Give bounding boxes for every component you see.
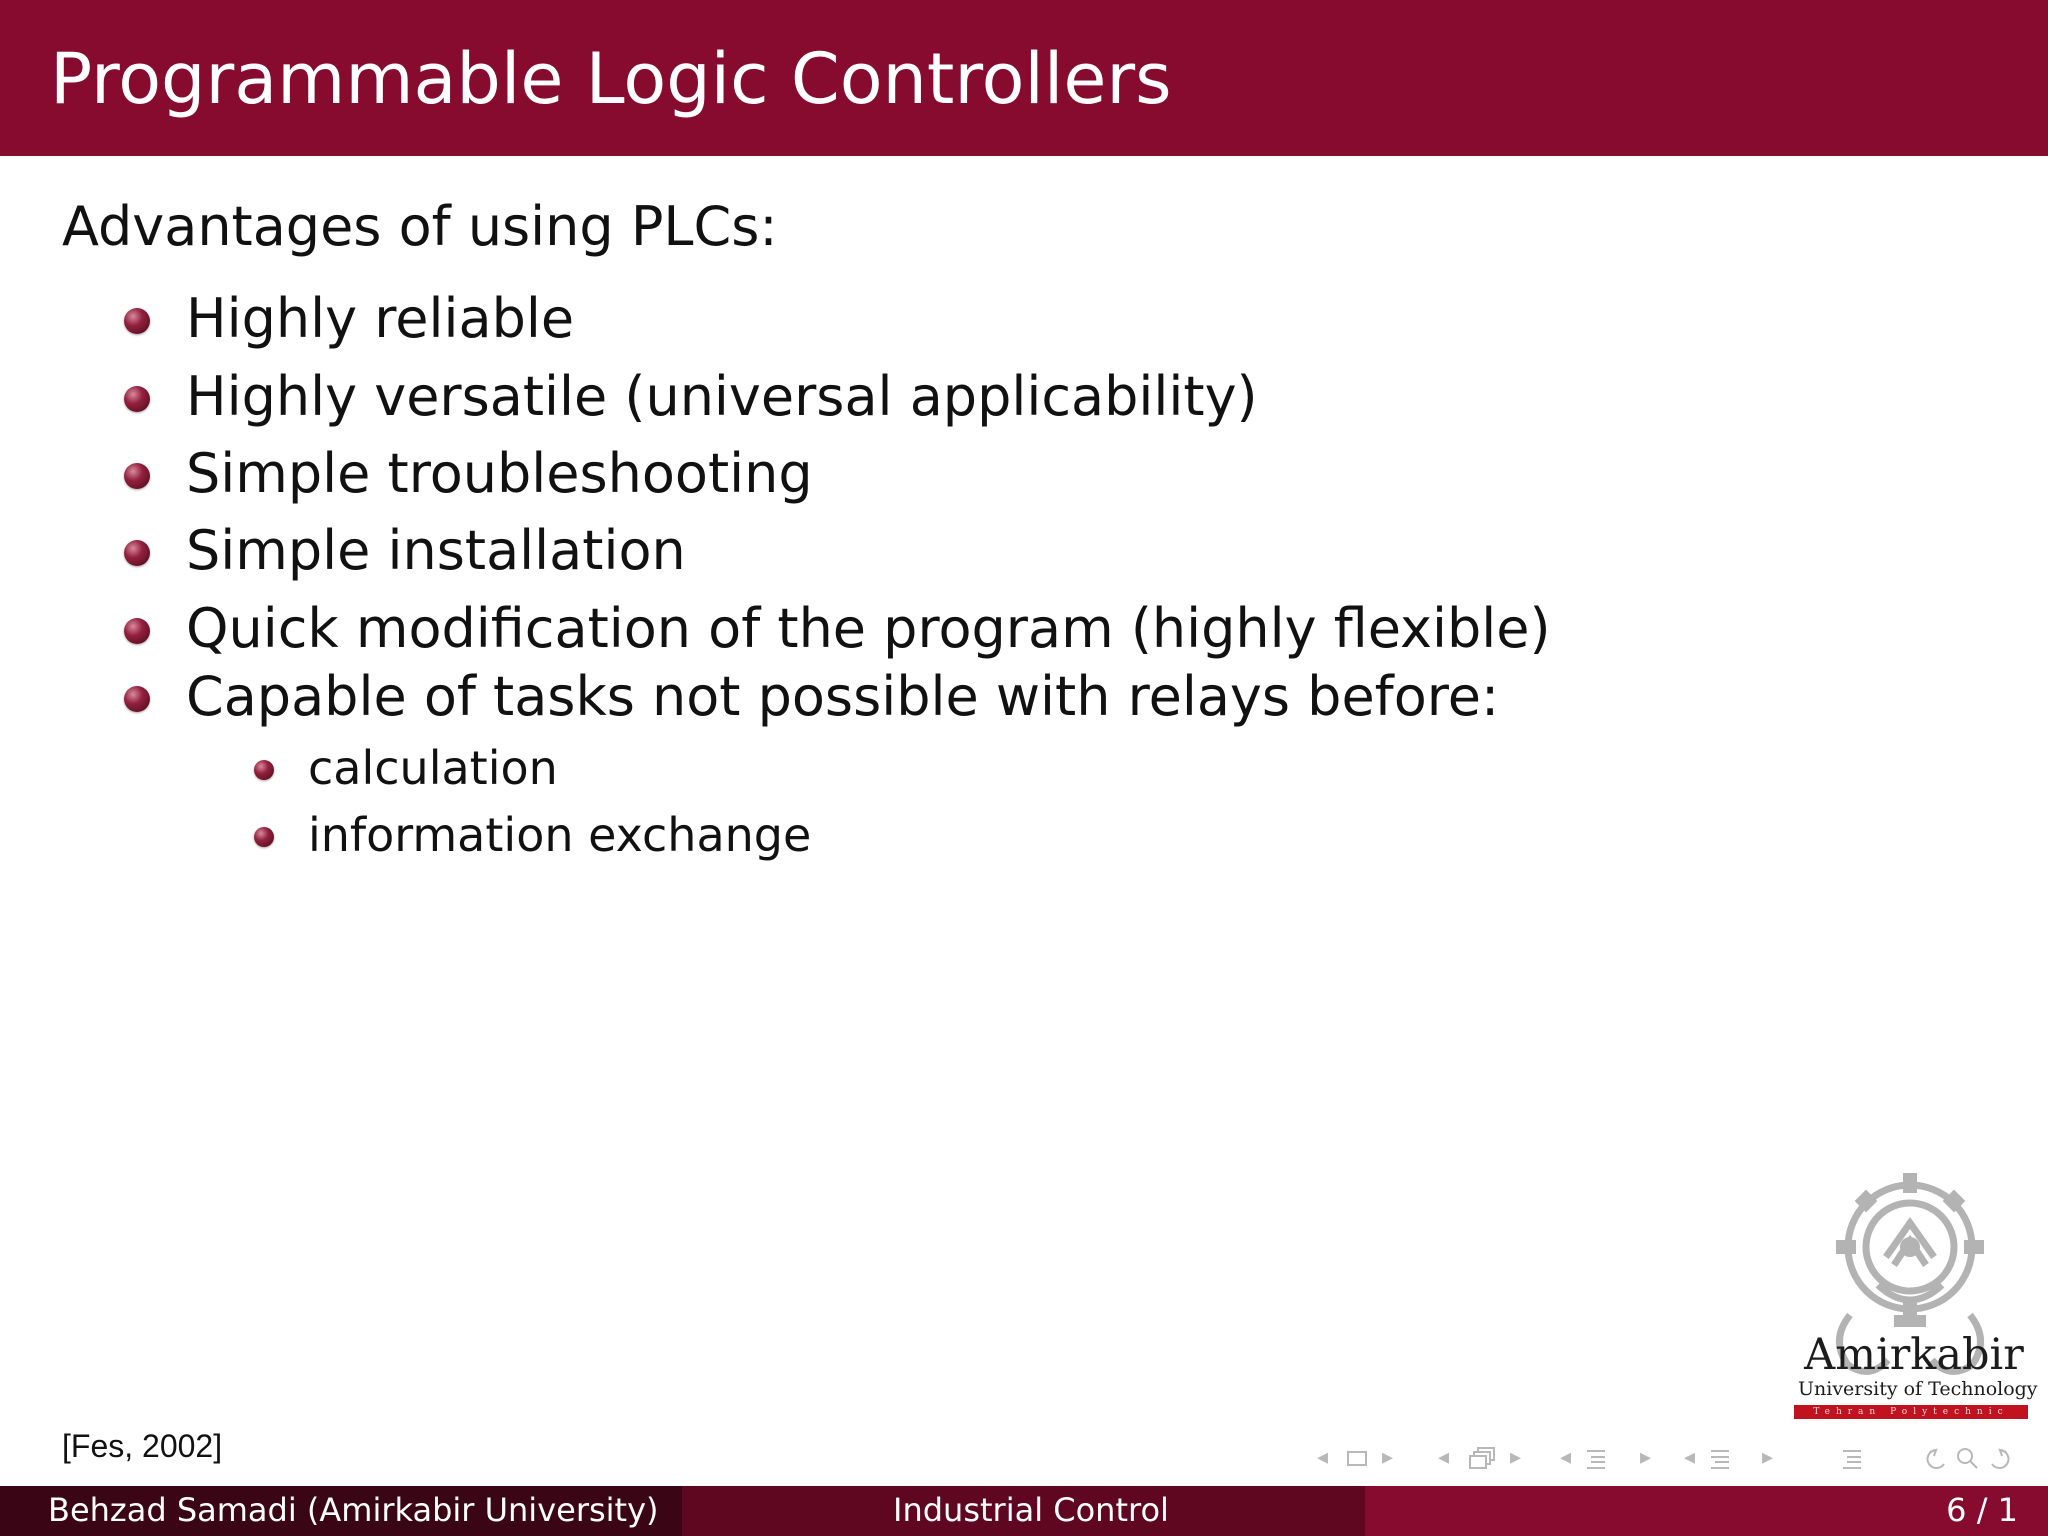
bullet-item	[124, 287, 1824, 350]
nav-frame-icon[interactable]	[1346, 1440, 1368, 1476]
nav-prev-frame-icon[interactable]: ◂	[1317, 1445, 1329, 1470]
nav-next-slide-icon[interactable]: ▸	[1510, 1445, 1522, 1470]
bullet-item-label: Simple installation	[186, 519, 686, 582]
bullet-icon	[124, 463, 150, 489]
bullet-icon	[124, 618, 150, 644]
footer-title-section	[682, 1486, 1365, 1536]
logo-name: Amirkabir	[1804, 1330, 2024, 1380]
bullet-item-label: Highly versatile (universal applicability)	[186, 365, 1258, 428]
sub-bullet-icon	[254, 760, 274, 780]
slide-title: Programmable Logic Controllers	[50, 38, 1172, 120]
bullet-item	[124, 365, 1824, 428]
sub-bullet-item-label: information exchange	[308, 808, 812, 862]
nav-prev-subsection-icon[interactable]: ◂	[1684, 1445, 1696, 1470]
footer-course: Industrial Control	[893, 1491, 1169, 1529]
bullet-icon	[124, 386, 150, 412]
intro-heading: Advantages of using PLCs:	[62, 195, 778, 258]
nav-back-icon[interactable]	[1922, 1440, 1950, 1476]
nav-next-subsection-icon[interactable]: ▸	[1762, 1445, 1774, 1470]
nav-subsection-icon[interactable]	[1708, 1440, 1732, 1476]
footer-page-section	[1365, 1486, 2048, 1536]
nav-prev-section-icon[interactable]: ◂	[1560, 1445, 1572, 1470]
sub-bullet-item	[254, 743, 1154, 793]
bullet-icon	[124, 308, 150, 334]
nav-forward-icon[interactable]	[1986, 1440, 2014, 1476]
nav-next-section-icon[interactable]: ▸	[1640, 1445, 1652, 1470]
bullet-icon	[124, 540, 150, 566]
nav-toc-icon[interactable]	[1840, 1440, 1864, 1476]
title-bar	[0, 0, 2048, 156]
nav-slide-icon[interactable]	[1468, 1440, 1498, 1476]
nav-prev-slide-icon[interactable]: ◂	[1438, 1445, 1450, 1470]
citation: [Fes, 2002]	[62, 1428, 223, 1464]
beamer-navigation-bar	[1310, 1440, 2040, 1476]
bullet-item-label: Highly reliable	[186, 287, 575, 350]
bullet-item	[124, 442, 1824, 505]
bullet-item-label: Simple troubleshooting	[186, 442, 813, 505]
nav-next-frame-icon[interactable]: ▸	[1382, 1445, 1394, 1470]
sub-bullet-item	[254, 810, 1154, 860]
footer-author: Behzad Samadi (Amirkabir University)	[48, 1491, 659, 1529]
logo-band: Tehran Polytechnic	[1794, 1405, 2028, 1419]
footer-page-number: 6 / 1	[1946, 1491, 2018, 1529]
bullet-item-label: Quick modification of the program (highly flexible)	[186, 597, 1551, 660]
footer-author-section	[0, 1486, 682, 1536]
nav-search-icon[interactable]	[1954, 1440, 1980, 1476]
bullet-item	[124, 665, 1824, 728]
footer-bar	[0, 1486, 2048, 1536]
bullet-item	[124, 597, 1824, 660]
bullet-icon	[124, 686, 150, 712]
sub-bullet-item-label: calculation	[308, 741, 558, 795]
logo-subtitle: University of Technology	[1798, 1378, 2038, 1400]
bullet-item	[124, 519, 1824, 582]
nav-section-icon[interactable]	[1584, 1440, 1608, 1476]
sub-bullet-icon	[254, 827, 274, 847]
bullet-item-label: Capable of tasks not possible with relays before:	[186, 665, 1500, 728]
